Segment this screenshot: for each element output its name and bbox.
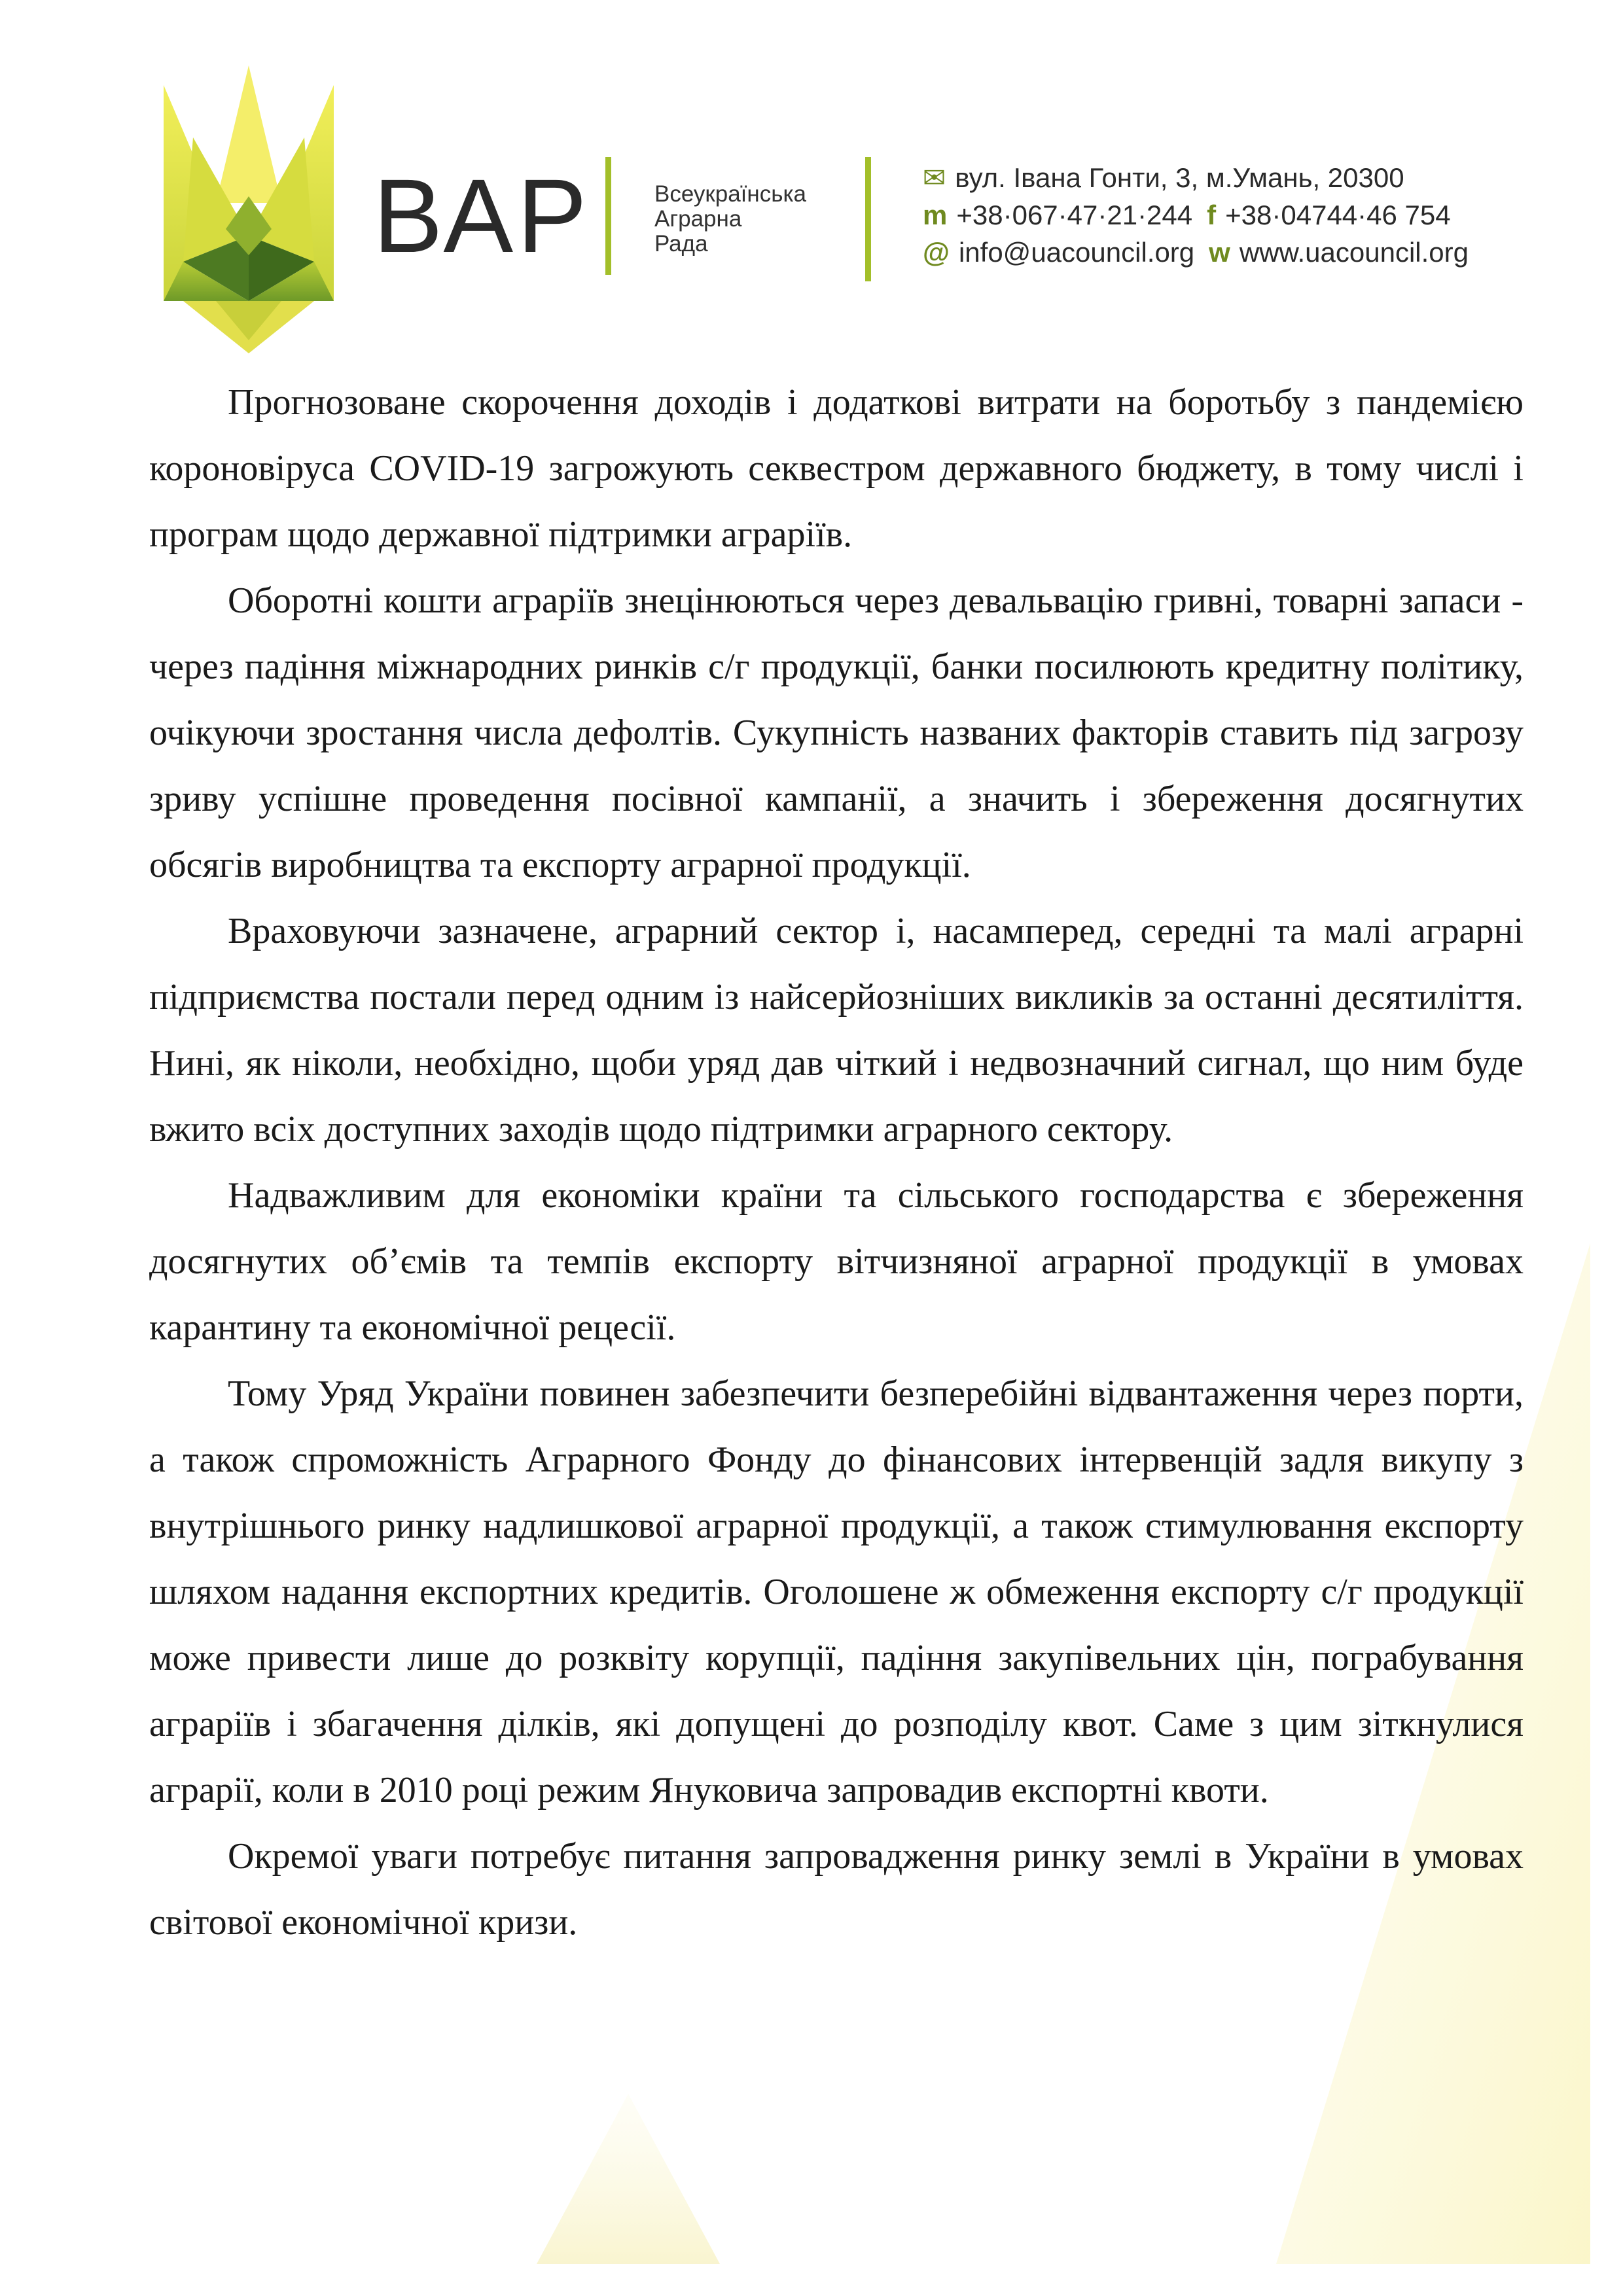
website-link[interactable]: www.uacouncil.org [1239,237,1469,268]
fax-prefix: f [1207,200,1217,230]
org-name-line-2: Аграрна [654,206,742,232]
paragraph-2: Оборотні кошти аграріїв знецінюються через девальвацію гривні, товарні запаси - через падіння міжнародних ринків с/г продукції, банки посилюють кредитну політику, очікуючи зростання числа дефолтів. Сукупність названих факторів ставить під загрозу зриву успішне проведення посівної кампанії, а значить і збереження досягнутих обсягів виробництва та експорту аграрної продукції. [149,580,1524,885]
email-link[interactable]: info@uacouncil.org [958,237,1195,268]
address-row [923,159,1469,196]
paragraph-6: Окремої уваги потребує питання запровадження ринку землі в України в умовах світової економічної кризи. [149,1836,1524,1943]
org-name-line-1: Всеукраїнська [654,181,806,207]
header-divider-left [605,157,611,275]
mobile-prefix: m [923,200,948,230]
paragraph-4: Надважливим для економіки країни та сільського господарства є збереження досягнутих об’ємів та темпів експорту вітчизняної аграрної продукції в умовах карантину та економічної рецесії. [149,1175,1524,1348]
letter-body [149,370,1524,1956]
web-prefix: w [1209,237,1230,268]
organization-name [654,182,806,256]
email-prefix: @ [923,237,950,268]
paragraph-5: Тому Уряд України повинен забезпечити безперебійні відвантаження через порти, а також спроможність Аграрного Фонду до фінансових інтервенцій задля викупу з внутрішнього ринку надлишкової аграрної продукції, а також стимулювання експорту шляхом надання експортних кредитів. Оголошене ж обмеження експорту с/г продукції може привести лише до розквіту корупції, падіння закупівельних цін, пограбування аграріїв і збагачення ділків, які допущені до розподілу квот. Саме з цим зіткнулися аграрії, коли в 2010 році режим Януковича запровадив експортні квоти. [149,1373,1524,1810]
phone-row [923,196,1469,234]
contact-block [923,159,1469,271]
mobile-number: +38·067·47·21·244 [956,200,1193,230]
online-row [923,234,1469,271]
brand-abbreviation: ВАР [373,157,591,274]
crown-logo-icon [157,65,340,353]
address-text: вул. Івана Гонти, 3, м.Умань, 20300 [955,162,1404,193]
paragraph-1: Прогнозоване скорочення доходів і додаткові витрати на боротьбу з пандемією короновіруса COVID-19 загрожують секвестром державного бюджету, в тому числі і програм щодо державної підтримки аграріїв. [149,382,1524,555]
envelope-icon: ✉ [923,162,946,193]
paragraph-3: Враховуючи зазначене, аграрний сектор і, насамперед, середні та малі аграрні підприємства постали перед одним із найсерйозніших викликів за останні десятиліття. Нині, як ніколи, необхідно, щоби уряд дав чіткий і недвозначний сигнал, що ним буде вжито всіх доступних заходів щодо підтримки аграрного сектору. [149,911,1524,1150]
header-divider-right [865,157,871,281]
org-name-line-3: Рада [654,231,708,256]
fax-number: +38·04744·46 754 [1225,200,1451,230]
